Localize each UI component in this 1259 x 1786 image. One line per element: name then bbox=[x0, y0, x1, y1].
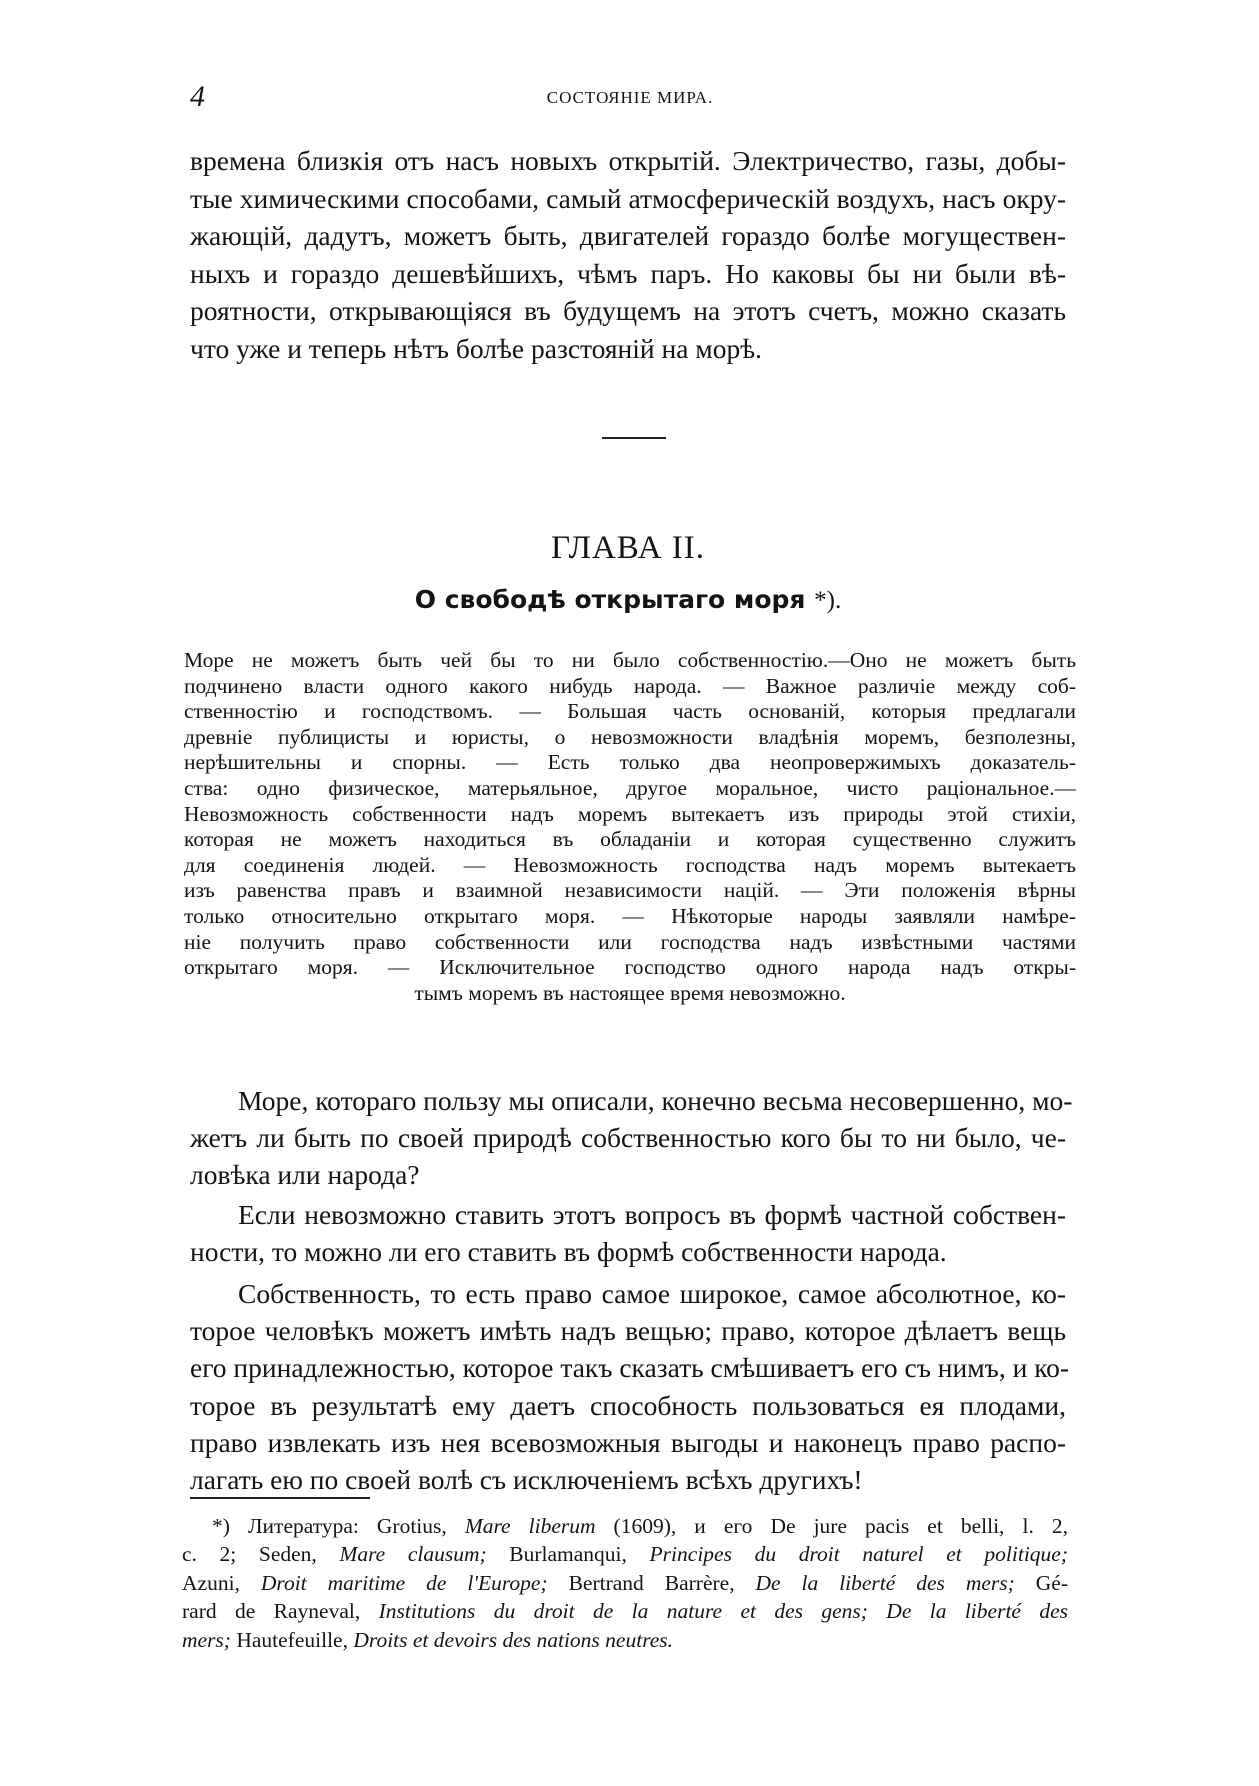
footnote-text: c. 2; Seden, bbox=[182, 1542, 340, 1567]
footnote-title: Principes du droit naturel et politique; bbox=[649, 1542, 1069, 1567]
text-line: времена близкія отъ насъ новыхъ открытій. Электричество, газы, добы- bbox=[190, 145, 1066, 176]
paragraph-2 bbox=[190, 1196, 1066, 1270]
text-line: ловѣка или народа? bbox=[190, 1159, 420, 1191]
summary-line: тымъ моремъ въ настоящее время невозможно. bbox=[414, 980, 846, 1005]
footnote-marker: *). bbox=[814, 587, 842, 614]
footnote-title: Mare clausum; bbox=[339, 1542, 487, 1567]
footnote-text: Gé- bbox=[1014, 1570, 1068, 1595]
page-number: 4 bbox=[190, 80, 205, 113]
text-line: право извлекать изъ нея всевозможныя выгоды и наконецъ право распо- bbox=[190, 1426, 1066, 1458]
summary-line: Море не можетъ быть чей бы то ни было собственностію.—Оно не можетъ быть bbox=[184, 648, 1076, 672]
text-line: что уже и теперь нѣтъ болѣе разстояній на морѣ. bbox=[190, 332, 763, 364]
summary-line: Невозможность собственности надъ моремъ вытекаетъ изъ природы этой стихіи, bbox=[184, 801, 1076, 826]
footnote-line bbox=[182, 1597, 1068, 1625]
text-line: торое въ результатѣ ему даетъ способность пользоваться ея плодами, bbox=[190, 1389, 1066, 1421]
footnote-title: Droit maritime de l'Europe; bbox=[260, 1570, 548, 1595]
footnote-title: Droits et devoirs des nations neutres. bbox=[353, 1627, 674, 1652]
footnote-line bbox=[182, 1512, 1068, 1540]
footnote-line bbox=[182, 1540, 1068, 1568]
text-line: Море, котораго пользу мы описали, конечно весьма несовершенно, мо- bbox=[238, 1085, 1073, 1116]
summary-line: нерѣшительны и спорны. — Есть только два неопровержимыхъ доказатель- bbox=[184, 750, 1076, 775]
text-line: роятности, открывающіяся въ будущемъ на этотъ счетъ, можно сказать bbox=[190, 295, 1066, 327]
paragraph-1 bbox=[190, 1082, 1073, 1194]
text-line: тые химическими способами, самый атмосферическій воздухъ, насъ окру- bbox=[190, 182, 1066, 214]
summary-line: ніе получить право собственности или господства надъ извѣстными частями bbox=[184, 929, 1076, 954]
text-line: ныхъ и гораздо дешевѣйшихъ, чѣмъ паръ. Но каковы бы ни были вѣ- bbox=[190, 257, 1066, 289]
chapter-summary bbox=[184, 648, 1076, 1006]
summary-line: ства: одно физическое, матерьяльное, другое моральное, чисто раціональное.— bbox=[184, 775, 1076, 800]
footnote-line bbox=[182, 1569, 1068, 1597]
footnote-text: *) Литература: Grotius, bbox=[212, 1514, 465, 1538]
footnote-text: Burlamanqui, bbox=[486, 1542, 650, 1567]
footnote-title: Institutions du droit de la nature et des gens; De la liberté des bbox=[378, 1599, 1068, 1624]
summary-line: древніе публицисты и юристы, о невозможности владѣнія моремъ, безполезны, bbox=[184, 724, 1076, 749]
summary-line: только относительно открытаго моря. — Нѣкоторые народы заявляли намѣре- bbox=[184, 903, 1076, 928]
footnote-text: Bertrand Barrère, bbox=[547, 1570, 756, 1595]
summary-line: которая не можетъ находиться въ обладаніи и которая существенно служитъ bbox=[184, 827, 1076, 852]
text-line: ности, то можно ли его ставить въ формѣ собственности народа. bbox=[190, 1236, 947, 1268]
text-line: жающій, дадутъ, можетъ быть, двигателей гораздо болѣе могуществен- bbox=[190, 220, 1066, 252]
footnote-title: De la liberté des mers; bbox=[755, 1570, 1015, 1595]
footnote-title: mers; bbox=[182, 1627, 231, 1652]
text-line: торое человѣкъ можетъ имѣть надъ вещью; право, которое дѣлаетъ вещь bbox=[190, 1315, 1066, 1347]
summary-line: ственностію и господствомъ. — Большая часть основаній, которыя предлагали bbox=[184, 699, 1076, 724]
paragraph-3 bbox=[190, 1275, 1070, 1498]
footnote-text: Hautefeuille, bbox=[230, 1627, 354, 1652]
footnote-title: Mare liberum bbox=[464, 1514, 596, 1538]
summary-line: изъ равенства правъ и взаимной независимости націй. — Эти положенія вѣрны bbox=[184, 878, 1076, 903]
footnote-text: Azuni, bbox=[182, 1570, 261, 1595]
footnote-divider bbox=[190, 1497, 370, 1499]
footnote-text: (1609), и его De jure pacis et belli, l. 2, bbox=[595, 1514, 1068, 1538]
section-divider bbox=[602, 437, 666, 439]
footnote-text: rard de Rayneval, bbox=[182, 1599, 379, 1624]
text-line: Если невозможно ставить этотъ вопросъ въ формѣ частной собствен- bbox=[238, 1199, 1066, 1230]
summary-line: для соединенія людей. — Невозможность господства надъ моремъ вытекаетъ bbox=[184, 852, 1076, 877]
summary-line: подчинено власти одного какого нибудь народа. — Важное различіе между соб- bbox=[184, 673, 1076, 698]
footnote-line bbox=[182, 1626, 1068, 1654]
footnote bbox=[182, 1512, 1068, 1654]
continued-paragraph bbox=[190, 142, 1066, 368]
running-title: СОСТОЯНІЕ МИРА. bbox=[546, 88, 714, 107]
page-header bbox=[190, 80, 1070, 120]
chapter-title-text: О свободѣ открытаго моря bbox=[414, 585, 806, 614]
text-line: лагать ею по своей волѣ съ исключеніемъ всѣхъ другихъ! bbox=[190, 1464, 863, 1496]
text-line: Собственность, то есть право самое широкое, самое абсолютное, ко- bbox=[238, 1278, 1066, 1309]
text-line: его принадлежностью, которое такъ сказать смѣшиваетъ его съ нимъ, и ко- bbox=[190, 1352, 1070, 1384]
summary-line: открытаго моря. — Исключительное господство одного народа надъ откры- bbox=[184, 955, 1076, 980]
chapter-title bbox=[190, 585, 1066, 615]
chapter-number: ГЛАВА II. bbox=[550, 530, 706, 566]
text-line: жетъ ли быть по своей природѣ собственностью кого бы то ни было, че- bbox=[190, 1122, 1066, 1154]
